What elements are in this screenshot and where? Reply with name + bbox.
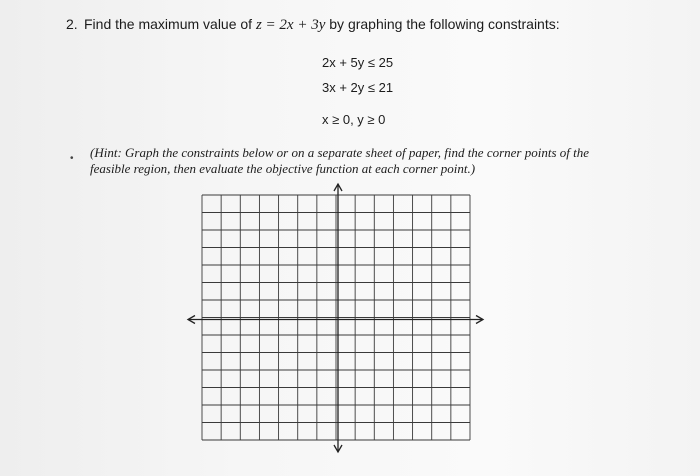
question-prefix: Find the maximum value of [84,16,256,32]
question-number: 2. [66,16,78,32]
bullet-dot: • [70,153,74,164]
objective-function: z = 2x + 3y [255,17,326,33]
hint-text: (Hint: Graph the constraints below or on a separate sheet of paper, find the corner points of the feasible region, then evaluate the objective function at each corner point.) [90,145,590,176]
constraint-nonnegativity: x ≥ 0, y ≥ 0 [322,112,386,127]
coordinate-axes [188,184,483,452]
question-suffix: by graphing the following constraints: [325,16,560,32]
constraint-1: 2x + 5y ≤ 25 [322,55,394,70]
grid-lines [202,195,470,440]
constraint-2: 3x + 2y ≤ 21 [322,80,394,95]
